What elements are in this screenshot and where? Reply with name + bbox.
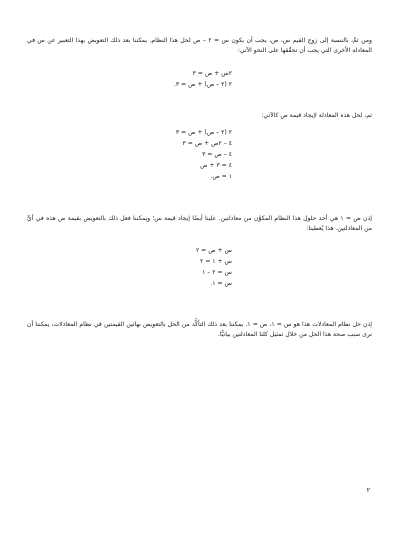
equation-line: س + ١ = ٢ (200, 258, 232, 265)
paragraph-conclusion: إذن حل نظام المعادلات هذا هو س = ١، ص = ١. يمكننا بعد ذلك التأكُّد من الحل بالتعويض بهاتين القيمتين في نظام المعادلات، يمكننا أن نرى سبب صحة هذا الحل من خلال تمثيل كلتا المعادلتين بيانيًّا. (27, 321, 372, 338)
paragraph-substitution-intro: ومن ثمَّ، بالنسبة إلى زوج القيم س، ص، يجب أن يكون س = ٢ – ص لحل هذا النظام. يمكننا بعد ذلك التعويض بهذا التعبير عن س في المعادلة الأخرى التي يجب أن تحقّقها على النحو الآتي: (27, 37, 372, 54)
equation-line: س = ٢ – ١ (202, 269, 232, 276)
paragraph-find-x: إذن ص = ١ هي أحد حلول هذا النظام المكوَّن من معادلتين. علينا أيضًا إيجاد قيمة س؛ ويمكننا فعل ذلك بالتعويض بقيمة ص هذه في أيٍّ من المعادلتين. هذا يُعطينا: (27, 215, 372, 232)
equation-line: ٢ (٢ – ص) + ص = ٣. (173, 81, 232, 88)
equation-line: ١ = ص. (210, 173, 232, 180)
equation-line: س + ص = ٢ (195, 247, 232, 254)
page-number: ٢ (366, 486, 370, 494)
equation-group-solve-y (176, 127, 232, 182)
equation-line: س = ١. (210, 280, 232, 287)
equation-group-substitution (174, 68, 232, 90)
equation-group-solve-x (196, 245, 232, 289)
paragraph-solve-intro: ثم، لحل هذه المعادلة لإيجاد قيمة ص كالآتي: (261, 112, 372, 119)
equation-line: ٤ = ٣ + ص (200, 162, 232, 169)
equation-line: ٢س + ص = ٣ (192, 70, 232, 77)
equation-line: ٢ (٢ – ص) + ص = ٣ (175, 129, 232, 136)
equation-line: ٤ – ٢ص + ص = ٣ (182, 140, 232, 147)
equation-line: ٤ – ص = ٣ (202, 151, 232, 158)
